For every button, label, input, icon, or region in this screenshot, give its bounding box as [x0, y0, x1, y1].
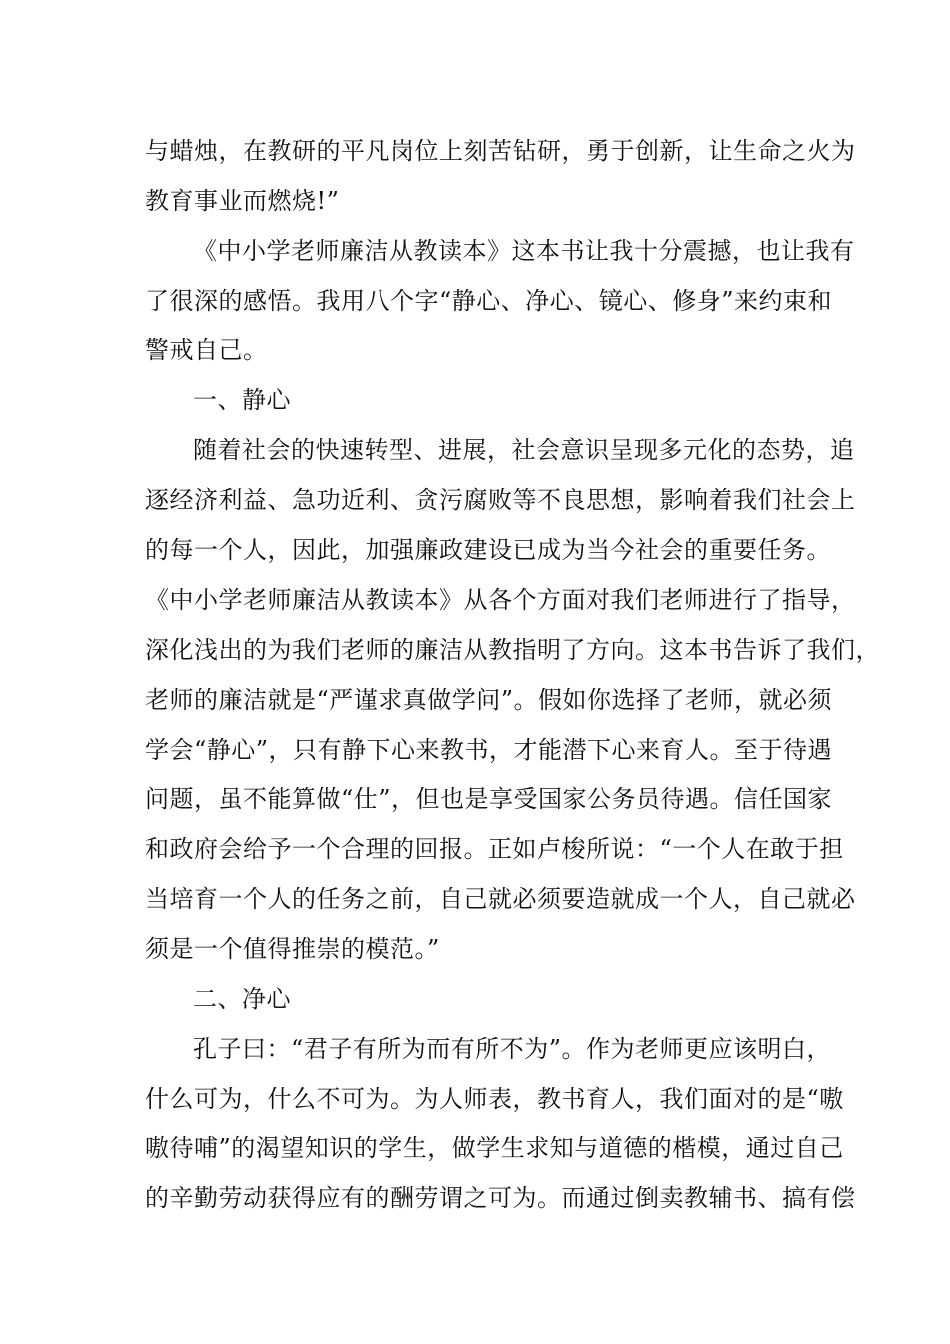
- text-line: 什么可为，什么不可为。为人师表，教书育人，我们面对的是“嗷: [145, 1085, 844, 1113]
- text-line: 逐经济利益、急功近利、贪污腐败等不良思想，影响着我们社会上: [145, 486, 856, 514]
- text-line: 了很深的感悟。我用八个字“静心、净心、镜心、修身”来约束和: [145, 287, 833, 315]
- text-line: 教育事业而燃烧!”: [145, 187, 340, 215]
- text-line: 问题，虽不能算做“仕”，但也是享受国家公务员待遇。信任国家: [145, 785, 833, 813]
- text-line: 的每一个人，因此，加强廉政建设已成为当今社会的重要任务。: [145, 536, 831, 564]
- text-line: 和政府会给予一个合理的回报。正如卢梭所说：“一个人在敢于担: [145, 835, 844, 863]
- text-line: 的辛勤劳动获得应有的酬劳谓之可为。而通过倒卖教辅书、搞有偿: [145, 1184, 856, 1212]
- text-line: 警戒自己。: [145, 336, 268, 364]
- text-line: 老师的廉洁就是“严谨求真做学问”。假如你选择了老师，就必须: [145, 686, 833, 714]
- text-line: 《中小学老师廉洁从教读本》从各个方面对我们老师进行了指导，: [145, 586, 856, 614]
- paragraph-start-line: 《中小学老师廉洁从教读本》这本书让我十分震撼，也让我有: [193, 237, 855, 265]
- paragraph-start-line: 孔子曰：“君子有所为而有所不为”。作为老师更应该明白，: [193, 1035, 832, 1063]
- text-line: 嗷待哺”的渴望知识的学生，做学生求知与道德的楷模，通过自己: [145, 1134, 844, 1162]
- section-heading-jingxin: 一、静心: [193, 386, 291, 414]
- paragraph-start-line: 随着社会的快速转型、进展，社会意识呈现多元化的态势，追: [193, 436, 855, 464]
- text-line: 须是一个值得推崇的模范。”: [145, 935, 440, 963]
- text-line: 学会“静心”，只有静下心来教书，才能潜下心来育人。至于待遇: [145, 736, 833, 764]
- text-line: 深化浅出的为我们老师的廉洁从教指明了方向。这本书告诉了我们，: [145, 636, 880, 664]
- text-line: 当培育一个人的任务之前，自己就必须要造就成一个人，自己就必: [145, 885, 856, 913]
- section-heading-jingxin-2: 二、净心: [193, 985, 291, 1013]
- text-line: 与蜡烛，在教研的平凡岗位上刻苦钻研，勇于创新，让生命之火为: [145, 137, 856, 165]
